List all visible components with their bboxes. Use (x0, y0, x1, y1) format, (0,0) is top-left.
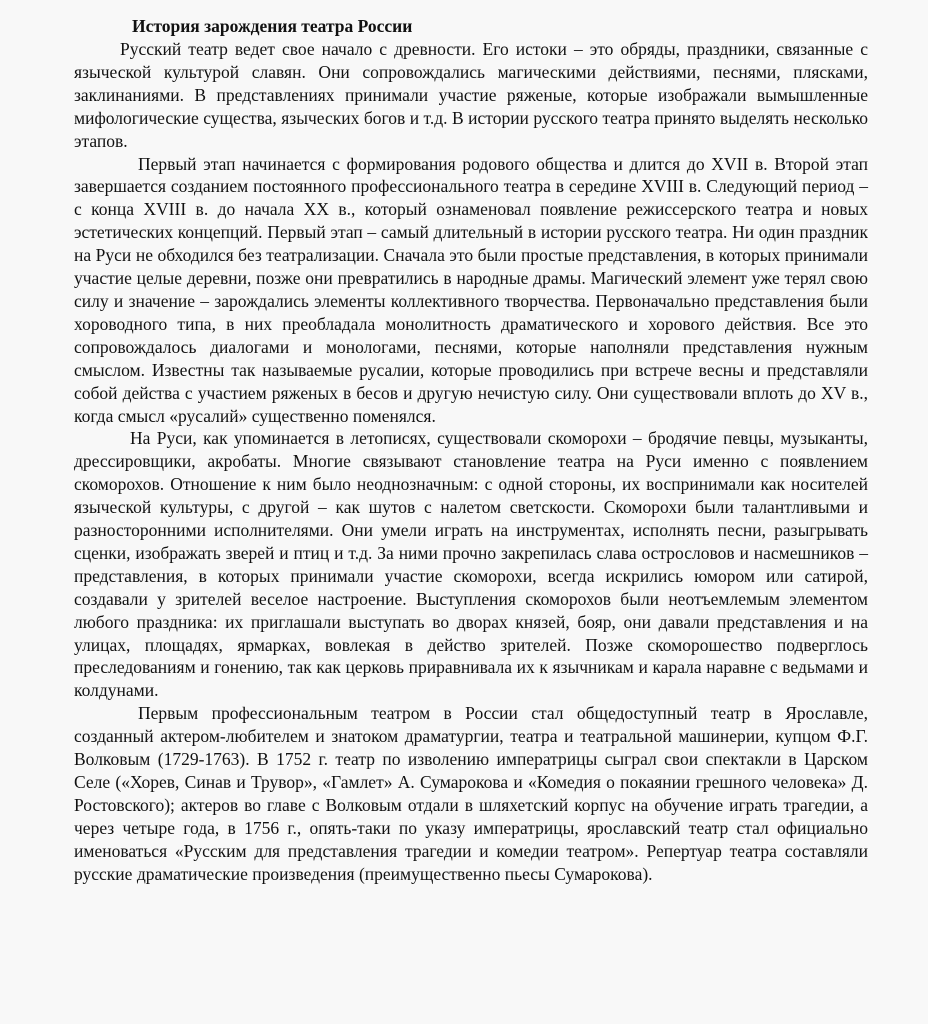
paragraph-volkov-theatre: Первым профессиональным театром в России стал общедоступный театр в Ярославле, созданный актером-любителем и знатоком драматургии, театра и театральной машинерии, купцом Ф.Г. Волковым (1729-1763). В 1752 г. театр по изволению императрицы сыграл свои спектакли в Царском Селе («Хорев, Синав и Трувор», «Гамлет» А. Сумарокова и «Комедия о покаянии грешного человека» Д. Ростовского); актеров во главе с Волковым отдали в шляхетский корпус на обучение играть трагедии, а через четыре года, в 1756 г., опять-таки по указу императрицы, ярославский театр стал официально именоваться «Русским для представления трагедии и комедии театром». Репертуар театра составляли русские драматические произведения (преимущественно пьесы Сумарокова). (74, 703, 868, 884)
paragraph-stages: Первый этап начинается с формирования родового общества и длится до XVII в. Второй этап завершается созданием постоянного профессионального театра в середине XVIII в. Следующий период – с конца XVIII в. до начала XX в., который ознаменовал появление режиссерского театра и новых эстетических концепций. Первый этап – самый длительный в истории русского театра. Ни один праздник на Руси не обходился без театрализации. Сначала это были простые представления, в которых принимали участие целые деревни, позже они превратились в народные драмы. Магический элемент уже терял свою силу и значение – зарождались элементы коллективного творчества. Первоначально представления были хороводного типа, в них преобладала монолитность драматического и хорового действия. Все это сопровождалось диалогами и монологами, песнями, которые наполняли представления нужным смыслом. Известны так называемые русалии, которые проводились при встрече весны и представляли собой действа с участием ряженых в бесов и другую нечистую силу. Они существовали вплоть до XV в., когда смысл «русалий» существенно поменялся. (74, 153, 868, 426)
document-title: История зарождения театра России (132, 16, 413, 36)
document-body (74, 14, 868, 886)
paragraph-intro: Русский театр ведет свое начало с древности. Его истоки – это обряды, праздники, связанные с языческой культурой славян. Они сопровождались магическими действиями, песнями, плясками, заклинаниями. В представлениях принимали участие ряженые, которые изображали вымышленные мифологические существа, языческих богов и т.д. В истории русского театра принято выделять несколько этапов. (74, 39, 868, 151)
paragraph-skomorokhi: На Руси, как упоминается в летописях, существовали скоморохи – бродячие певцы, музыканты, дрессировщики, акробаты. Многие связывают становление театра на Руси именно с появлением скоморохов. Отношение к ним было неоднозначным: с одной стороны, их воспринимали как носителей языческой культуры, с другой – как шутов с налетом светскости. Скоморохи были талантливыми и разносторонними исполнителями. Они умели играть на инструментах, исполнять песни, разыгрывать сценки, изображать зверей и птиц и т.д. За ними прочно закрепилась слава острословов и насмешников – представления, в которых принимали участие скоморохи, всегда искрились юмором или сатирой, создавали у зрителей веселое настроение. Выступления скоморохов были неотъемлемым элементом любого праздника: их приглашали выступать во дворах князей, бояр, они давали представления и на улицах, площадях, ярмарках, вовлекая в действо зрителей. Позже скоморошество подверглось преследованиям и гонению, так как церковь приравнивала их к язычникам и карала наравне с ведьмами и колдунами. (74, 428, 868, 701)
